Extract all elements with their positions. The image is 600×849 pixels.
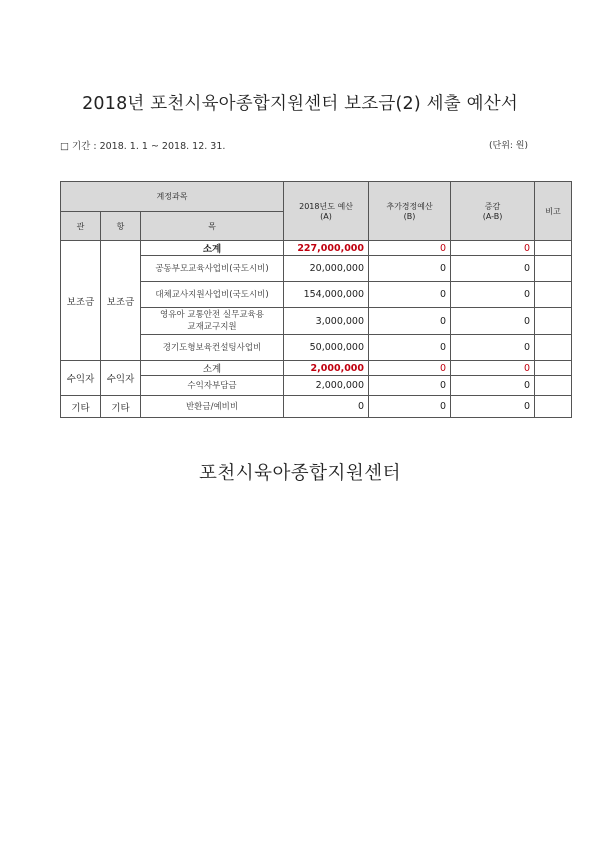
note-cell xyxy=(535,376,572,396)
table-row xyxy=(61,361,572,376)
change-cell: 0 xyxy=(451,361,535,376)
supplement-cell: 0 xyxy=(369,396,451,418)
header-hang: 항 xyxy=(101,212,141,241)
currency-unit: (단위: 원) xyxy=(489,141,528,151)
header-account: 계정과목 xyxy=(61,182,284,212)
budget-cell: 0 xyxy=(284,396,369,418)
gwan-cell: 보조금 xyxy=(61,241,101,361)
change-cell: 0 xyxy=(451,256,535,282)
supplement-cell: 0 xyxy=(369,361,451,376)
note-cell xyxy=(535,256,572,282)
change-cell: 0 xyxy=(451,308,535,335)
header-gwan: 관 xyxy=(61,212,101,241)
mok-cell: 공동부모교육사업비(국도시비) xyxy=(141,256,284,282)
budget-cell: 227,000,000 xyxy=(284,241,369,256)
change-cell: 0 xyxy=(451,282,535,308)
budget-cell: 154,000,000 xyxy=(284,282,369,308)
budget-cell: 2,000,000 xyxy=(284,361,369,376)
header-change-sub: (A-B) xyxy=(482,212,503,221)
hang-cell: 수익자 xyxy=(101,361,141,396)
header-row-1 xyxy=(61,182,572,212)
supplement-cell: 0 xyxy=(369,241,451,256)
note-cell xyxy=(535,241,572,256)
mok-cell: 소계 xyxy=(141,241,284,256)
supplement-cell: 0 xyxy=(369,256,451,282)
header-budget xyxy=(284,182,369,241)
hang-cell: 보조금 xyxy=(101,241,141,361)
change-cell: 0 xyxy=(451,376,535,396)
header-note: 비고 xyxy=(535,182,572,241)
header-budget-label: 2018년도 예산 xyxy=(299,202,353,211)
document-title: 2018년 포천시육아종합지원센터 보조금(2) 세출 예산서 xyxy=(82,94,518,114)
mok-cell: 경기도형보육컨설팅사업비 xyxy=(141,335,284,361)
supplement-cell: 0 xyxy=(369,335,451,361)
header-supplement-label: 추가경정예산 xyxy=(386,202,433,211)
budget-period: □ 기간 : 2018. 1. 1 ~ 2018. 12. 31. xyxy=(60,141,226,152)
budget-cell: 3,000,000 xyxy=(284,308,369,335)
mok-cell: 소계 xyxy=(141,361,284,376)
header-supplement xyxy=(369,182,451,241)
mok-line-2: 교재교구지원 xyxy=(187,322,237,332)
budget-cell: 20,000,000 xyxy=(284,256,369,282)
header-budget-sub: (A) xyxy=(320,212,332,221)
table-row xyxy=(61,396,572,418)
note-cell xyxy=(535,396,572,418)
note-cell xyxy=(535,335,572,361)
header-mok: 목 xyxy=(141,212,284,241)
header-supplement-sub: (B) xyxy=(403,212,416,221)
header-change xyxy=(451,182,535,241)
budget-table xyxy=(60,181,572,418)
change-cell: 0 xyxy=(451,241,535,256)
change-cell: 0 xyxy=(451,335,535,361)
gwan-cell: 수익자 xyxy=(61,361,101,396)
organization-name: 포천시육아종합지원센터 xyxy=(198,463,402,484)
mok-cell: 수익자부담금 xyxy=(141,376,284,396)
hang-cell: 기타 xyxy=(101,396,141,418)
budget-cell: 2,000,000 xyxy=(284,376,369,396)
mok-cell: 반환금/예비비 xyxy=(141,396,284,418)
supplement-cell: 0 xyxy=(369,308,451,335)
header-change-label: 증감 xyxy=(484,202,501,211)
mok-cell: 대체교사지원사업비(국도시비) xyxy=(141,282,284,308)
note-cell xyxy=(535,282,572,308)
mok-cell xyxy=(141,308,284,335)
table-row xyxy=(61,241,572,256)
budget-cell: 50,000,000 xyxy=(284,335,369,361)
mok-line-1: 영유아 교통안전 실무교육용 xyxy=(160,310,264,320)
note-cell xyxy=(535,308,572,335)
gwan-cell: 기타 xyxy=(61,396,101,418)
change-cell: 0 xyxy=(451,396,535,418)
supplement-cell: 0 xyxy=(369,282,451,308)
supplement-cell: 0 xyxy=(369,376,451,396)
note-cell xyxy=(535,361,572,376)
